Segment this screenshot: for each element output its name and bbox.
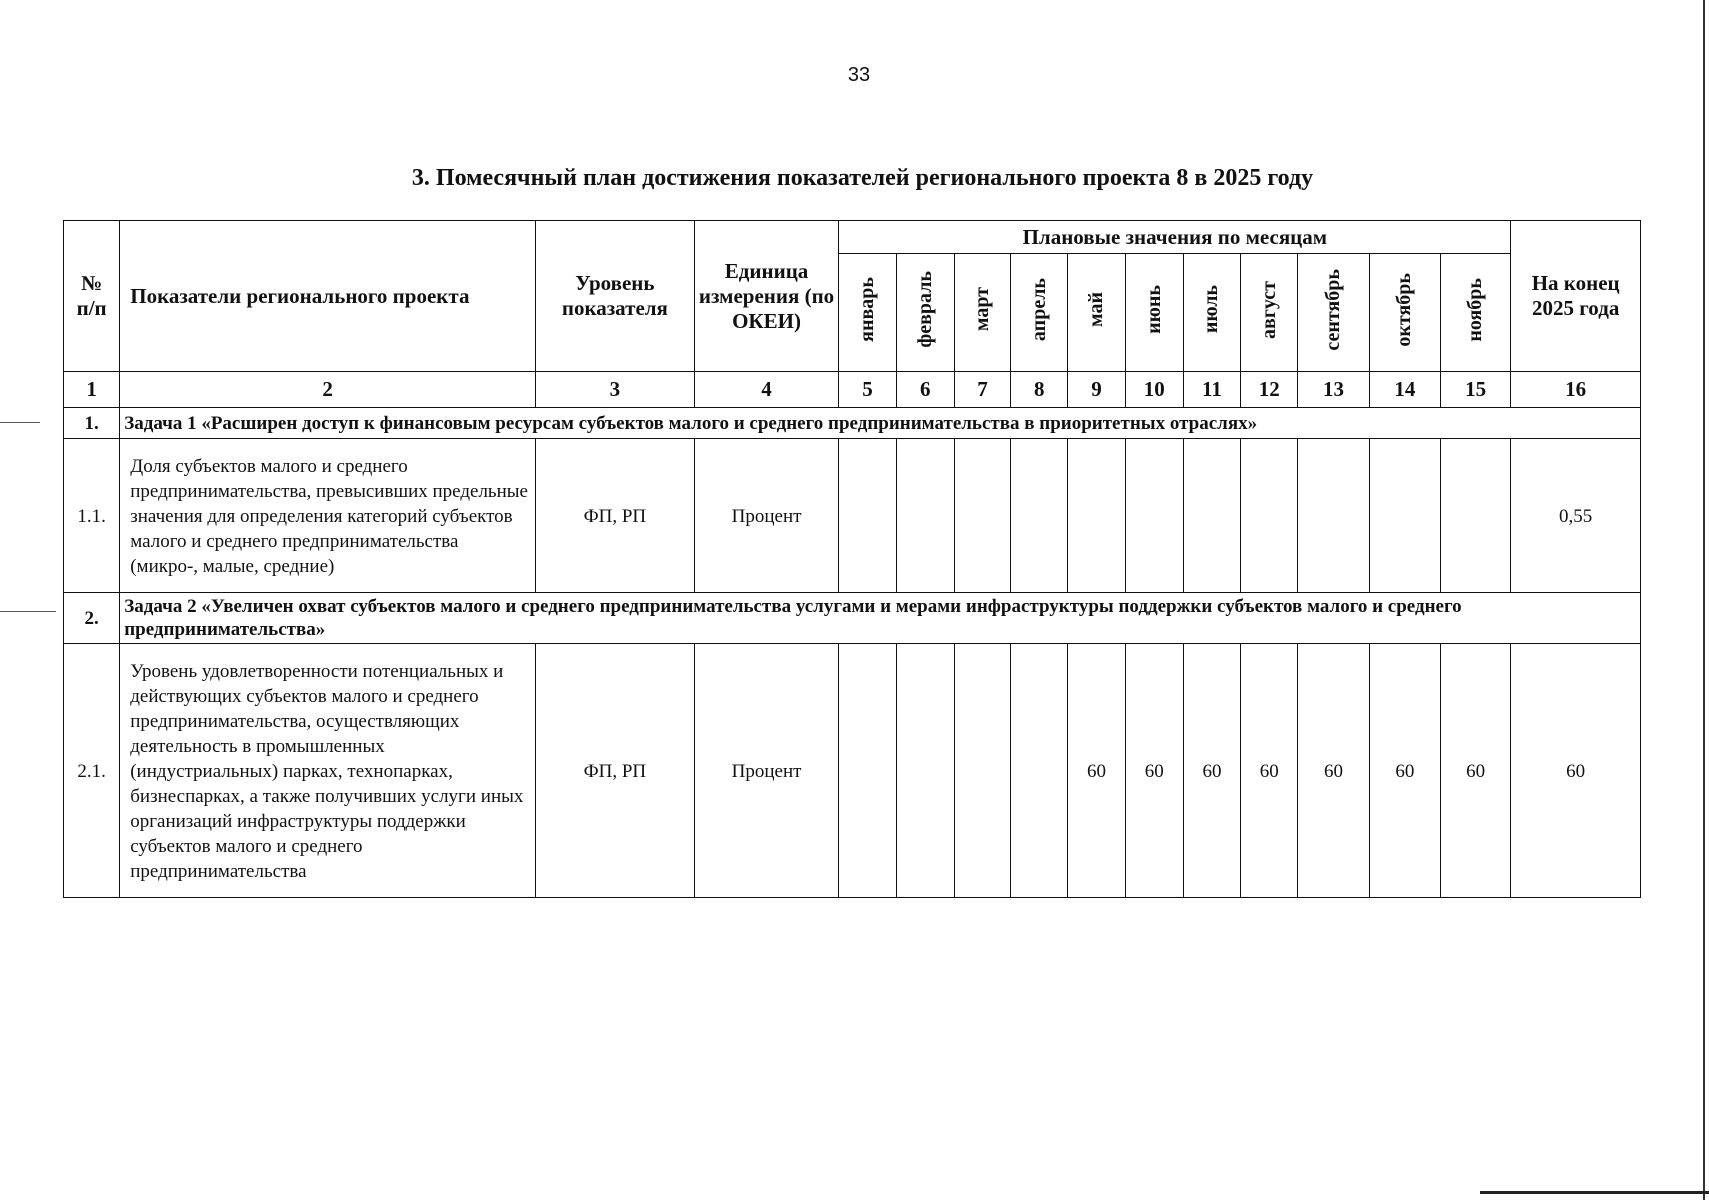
month-value-nov: 60 <box>1440 644 1510 898</box>
header-month-feb <box>896 254 954 372</box>
task-row-1 <box>64 408 1641 439</box>
month-value-feb <box>896 439 954 593</box>
page-edge-bottom <box>1480 1191 1709 1194</box>
month-label: сентябрь <box>1322 268 1344 351</box>
month-value-jun: 60 <box>1125 644 1183 898</box>
task-number: 1. <box>64 408 120 439</box>
column-number: 4 <box>694 372 839 408</box>
indicator-number: 2.1. <box>64 644 120 898</box>
column-number: 6 <box>896 372 954 408</box>
month-value-sep: 60 <box>1298 644 1369 898</box>
document-title: 3. Помесячный план достижения показателей регионального проекта 8 в 2025 году <box>411 165 1314 191</box>
page-number: 33 <box>847 64 871 86</box>
month-value-oct <box>1369 439 1440 593</box>
month-label: июнь <box>1142 285 1165 334</box>
month-value-aug <box>1241 439 1298 593</box>
column-number: 1 <box>64 372 120 408</box>
month-value-feb <box>896 644 954 898</box>
task-row-2 <box>64 593 1641 644</box>
scan-margin-mark <box>0 611 56 612</box>
month-value-sep <box>1298 439 1369 593</box>
monthly-plan-table <box>63 220 1641 898</box>
month-value-may: 60 <box>1068 644 1125 898</box>
indicator-number: 1.1. <box>64 439 120 593</box>
header-level: Уровень показателя <box>536 221 695 372</box>
header-row-top <box>64 221 1641 254</box>
column-number: 3 <box>536 372 695 408</box>
month-value-jan <box>839 439 896 593</box>
header-month-may <box>1068 254 1125 372</box>
month-value-apr <box>1011 644 1068 898</box>
column-number: 7 <box>954 372 1010 408</box>
column-number: 9 <box>1068 372 1125 408</box>
header-month-jan <box>839 254 896 372</box>
month-value-mar <box>954 439 1010 593</box>
task-number: 2. <box>64 593 120 644</box>
indicator-row-1-1 <box>64 439 1641 593</box>
month-value-apr <box>1011 439 1068 593</box>
month-label: август <box>1257 280 1280 339</box>
month-label: январь <box>855 277 878 342</box>
column-number: 13 <box>1298 372 1369 408</box>
month-value-aug: 60 <box>1241 644 1298 898</box>
end-of-year-value: 0,55 <box>1511 439 1641 593</box>
header-month-jun <box>1125 254 1183 372</box>
header-month-sep <box>1298 254 1369 372</box>
month-label: апрель <box>1027 277 1050 342</box>
indicator-level: ФП, РП <box>536 439 695 593</box>
month-label: май <box>1084 291 1107 327</box>
month-value-jul: 60 <box>1183 644 1240 898</box>
page-edge-right <box>1703 0 1705 1200</box>
month-value-oct: 60 <box>1369 644 1440 898</box>
scan-margin-mark <box>0 422 40 423</box>
column-number: 12 <box>1241 372 1298 408</box>
month-value-jul <box>1183 439 1240 593</box>
month-value-jun <box>1125 439 1183 593</box>
column-number-row <box>64 372 1641 408</box>
header-month-apr <box>1011 254 1068 372</box>
header-month-nov <box>1440 254 1510 372</box>
month-value-jan <box>839 644 896 898</box>
indicator-name: Уровень удовлетворенности потенциальных и действующих субъектов малого и среднего предпринимательства, осуществляющих деятельность в промышленных (индустриальных) парках, технопарках, бизнеспарках, а также получивших услуги иных организаций инфраструктуры поддержки субъектов малого и среднего предпринимательства <box>120 644 536 898</box>
column-number: 5 <box>839 372 896 408</box>
column-number: 15 <box>1440 372 1510 408</box>
column-number: 11 <box>1183 372 1240 408</box>
month-value-may <box>1068 439 1125 593</box>
header-indicator: Показатели регионального проекта <box>120 221 536 372</box>
indicator-unit: Процент <box>694 439 839 593</box>
month-value-nov <box>1440 439 1510 593</box>
month-value-mar <box>954 644 1010 898</box>
month-label: октябрь <box>1393 272 1416 347</box>
task-title: Задача 2 «Увеличен охват субъектов малого и среднего предпринимательства услугами и мерами инфраструктуры поддержки субъектов малого и среднего предпринимательства» <box>120 593 1641 644</box>
indicator-row-2-1 <box>64 644 1641 898</box>
column-number: 8 <box>1011 372 1068 408</box>
month-label: июль <box>1200 285 1223 334</box>
task-title: Задача 1 «Расширен доступ к финансовым ресурсам субъектов малого и среднего предпринимательства в приоритетных отраслях» <box>120 408 1641 439</box>
end-of-year-value: 60 <box>1511 644 1641 898</box>
header-month-aug <box>1241 254 1298 372</box>
header-month-oct <box>1369 254 1440 372</box>
column-number: 16 <box>1511 372 1641 408</box>
header-unit: Единица измерения (по ОКЕИ) <box>694 221 839 372</box>
header-month-jul <box>1183 254 1240 372</box>
month-label: март <box>970 287 993 332</box>
month-label: февраль <box>913 271 936 348</box>
column-number: 10 <box>1125 372 1183 408</box>
indicator-name: Доля субъектов малого и среднего предпринимательства, превысивших предельные значения для определения категорий субъектов малого и среднего предпринимательства (микро-, малые, средние) <box>120 439 536 593</box>
indicator-level: ФП, РП <box>536 644 695 898</box>
month-label: ноябрь <box>1464 277 1487 342</box>
header-month-mar <box>954 254 1010 372</box>
indicator-unit: Процент <box>694 644 839 898</box>
header-number: № п/п <box>64 221 120 372</box>
header-months-group: Плановые значения по месяцам <box>839 221 1511 254</box>
header-end-of-year: На конец 2025 года <box>1511 221 1641 372</box>
column-number: 14 <box>1369 372 1440 408</box>
column-number: 2 <box>120 372 536 408</box>
